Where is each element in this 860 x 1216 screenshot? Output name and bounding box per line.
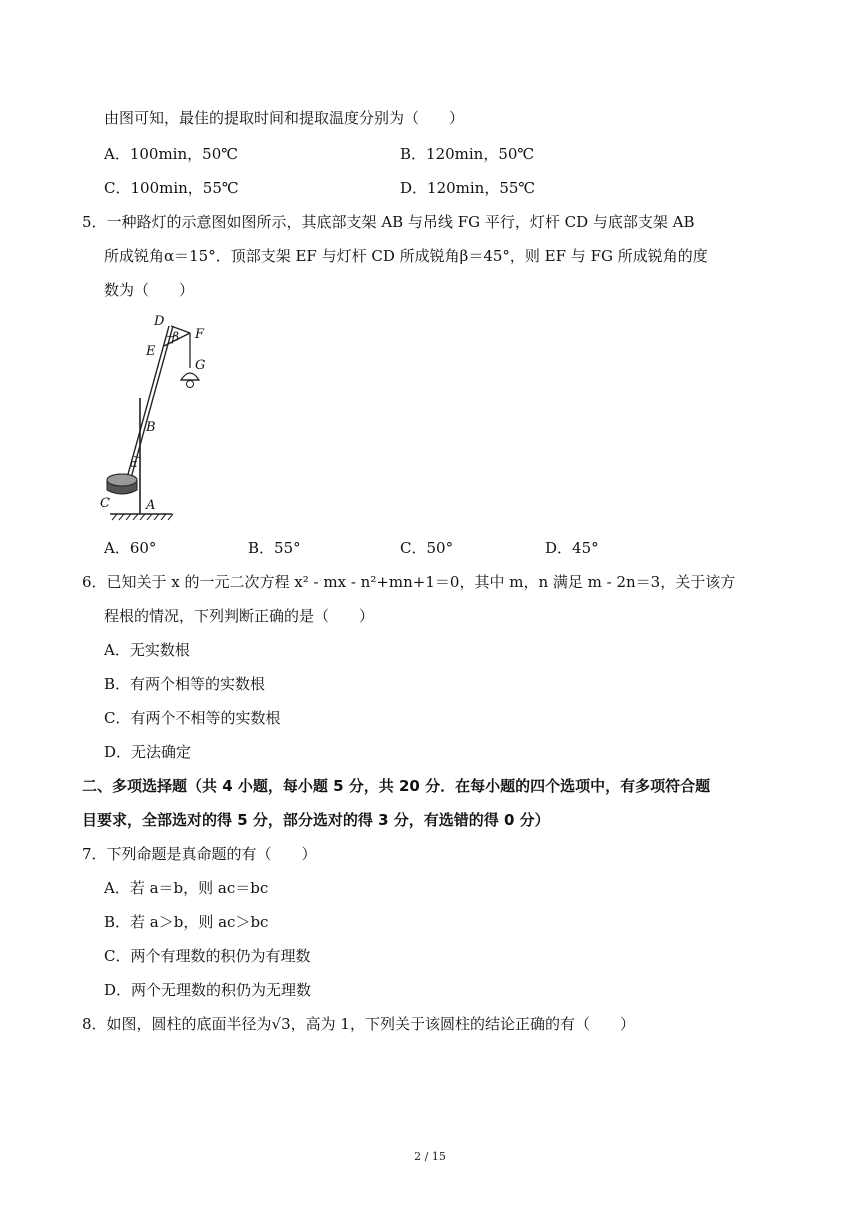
q5-line1: 5．一种路灯的示意图如图所示，其底部支架 AB 与吊线 FG 平行，灯杆 CD 与底部支架 AB (82, 213, 695, 231)
q4-option-a: A．100min，50℃ (104, 145, 239, 163)
label-c: C (100, 496, 110, 511)
label-e: E (146, 344, 156, 359)
q5-option-a: A．60° (104, 539, 157, 557)
label-alpha: α (130, 457, 138, 470)
q7-stem: 7．下列命题是真命题的有（ ） (82, 845, 317, 863)
q4-option-c: C．100min，55℃ (104, 179, 239, 197)
q5-line3: 数为（ ） (104, 281, 195, 299)
q5-option-b: B．55° (248, 539, 301, 557)
q6-option-d: D．无法确定 (104, 743, 192, 761)
q6-line2: 程根的情况，下列判断正确的是（ ） (104, 607, 375, 625)
label-d: D (154, 314, 165, 329)
q5-option-c: C．50° (400, 539, 454, 557)
q7-option-c: C．两个有理数的积仍为有理数 (104, 947, 311, 965)
q7-option-a: A．若 a＝b，则 ac＝bc (104, 879, 269, 897)
q5-option-d: D．45° (545, 539, 599, 557)
q7-option-b: B．若 a＞b，则 ac＞bc (104, 913, 269, 931)
label-g: G (195, 358, 206, 373)
q4-stem: 由图可知，最佳的提取时间和提取温度分别为（ ） (104, 109, 465, 127)
q4-option-d: D．120min，55℃ (400, 179, 536, 197)
section2-line2: 目要求，全部选对的得 5 分，部分选对的得 3 分，有选错的得 0 分） (82, 811, 550, 829)
q5-line2: 所成锐角α＝15°．顶部支架 EF 与灯杆 CD 所成锐角β＝45°，则 EF 与 FG 所成锐角的度 (104, 247, 708, 265)
q6-option-a: A．无实数根 (104, 641, 190, 659)
q6-line1: 6．已知关于 x 的一元二次方程 x² - mx - n²+mn+1＝0，其中 m，n 满足 m - 2n＝3，关于该方 (82, 573, 736, 591)
label-f: F (195, 327, 205, 342)
section2-line1: 二、多项选择题（共 4 小题，每小题 5 分，共 20 分．在每小题的四个选项中，有多项符合题 (82, 777, 711, 795)
q6-option-b: B．有两个相等的实数根 (104, 675, 266, 693)
page-number: 2 / 15 (414, 1150, 446, 1163)
q6-option-c: C．有两个不相等的实数根 (104, 709, 281, 727)
label-a: A (146, 498, 156, 513)
q4-option-b: B．120min，50℃ (400, 145, 535, 163)
q8-stem: 8．如图，圆柱的底面半径为√3，高为 1，下列关于该圆柱的结论正确的有（ ） (82, 1015, 635, 1033)
label-beta: β (172, 330, 179, 344)
label-b: B (146, 420, 156, 435)
q7-option-d: D．两个无理数的积仍为无理数 (104, 981, 312, 999)
